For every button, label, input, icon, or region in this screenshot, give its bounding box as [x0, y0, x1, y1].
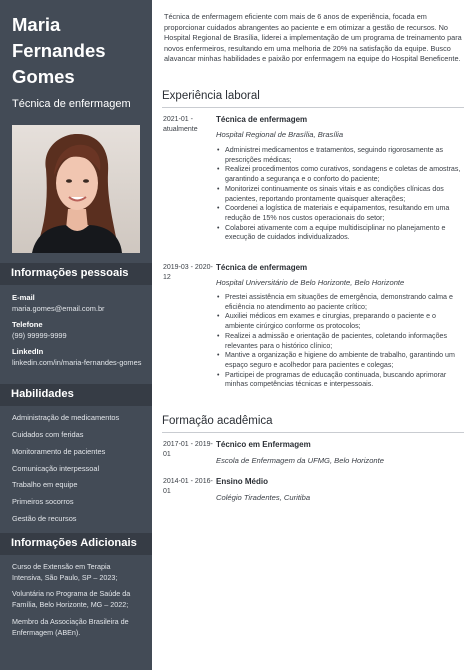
- name-line-middle: Fernandes: [12, 40, 106, 61]
- list-item: • Participei de programas de educação continuada, buscando aprimorar minhas competências técnicas e interpessoais.: [216, 371, 466, 390]
- education-heading: Formação acadêmica: [162, 415, 273, 427]
- phone-label: Telefone: [12, 320, 43, 329]
- job-responsibilities: [216, 146, 466, 243]
- main-content: [152, 0, 474, 670]
- list-item: • Administrei medicamentos e tratamentos, seguindo rigorosamente as prescrições médicas;: [216, 146, 466, 165]
- list-item: • Mantive a organização e higiene do ambiente de trabalho, garantindo um espaço seguro e acolhedor para pacientes e colegas;: [216, 351, 466, 370]
- education-date: 2014-01 - 2016-01: [163, 478, 213, 495]
- education-school: Escola de Enfermagem da UFMG, Belo Horizonte: [216, 456, 384, 465]
- email-label: E-mail: [12, 293, 35, 302]
- job-date: 2019-03 - 2020-12: [163, 264, 213, 281]
- job-date: 2021-01 - atualmente: [163, 116, 198, 133]
- profile-summary: Técnica de enfermagem eficiente com mais de 6 anos de experiência, focada em proporcionar cuidados abrangentes ao paciente e em otimizar a gestão de recursos. No Hospital Regional de Brasília, liderei a implementação de um programa de treinamento para novos enfermeiros, resultando em uma melhoria de 20% na satisfação da equipe. Busco alavancar minhas habilidades e paixão por enfermagem na equipe do Hospital Beneficente.: [164, 12, 462, 64]
- experience-heading: Experiência laboral: [162, 90, 260, 102]
- list-item: • Monitorizei continuamente os sinais vitais e as condições clínicas dos pacientes, reportando prontamente quaisquer alterações;: [216, 185, 466, 204]
- additional-info-heading: Informações Adicionais: [0, 533, 152, 555]
- skill-item: Trabalho em equipe: [12, 480, 78, 489]
- job-employer: Hospital Regional de Brasília, Brasília: [216, 130, 344, 139]
- phone-value[interactable]: (99) 99999-9999: [12, 331, 67, 340]
- additional-item: Voluntária no Programa de Saúde da Família, Belo Horizonte, MG – 2022;: [12, 589, 131, 609]
- job-title-entry: Técnica de enfermagem: [216, 263, 308, 272]
- list-item: • Prestei assistência em situações de emergência, demonstrando calma e eficiência no atendimento ao paciente crítico;: [216, 293, 466, 312]
- skill-item: Gestão de recursos: [12, 514, 77, 523]
- additional-item: Curso de Extensão em Terapia Intensiva, São Paulo, SP – 2023;: [12, 562, 118, 582]
- job-responsibilities: [216, 293, 466, 390]
- education-title: Ensino Médio: [216, 477, 268, 486]
- job-employer: Hospital Universitário de Belo Horizonte, Belo Horizonte: [216, 278, 405, 287]
- list-item: • Realizei a admissão e orientação de pacientes, coletando informações relevantes para o histórico clínico;: [216, 332, 466, 351]
- skill-item: Comunicação interpessoal: [12, 464, 100, 473]
- email-value[interactable]: maria.gomes@email.com.br: [12, 304, 105, 313]
- name-line-last: Gomes: [12, 66, 75, 87]
- list-item: • Coordenei a logística de materiais e equipamentos, resultando em uma redução de 15% nos custos operacionais do setor;: [216, 204, 466, 223]
- list-item: • Auxiliei médicos em exames e cirurgias, preparando o paciente e o ambiente cirúrgico conforme os protocolos;: [216, 312, 466, 331]
- sidebar: [0, 0, 152, 670]
- personal-info-heading: Informações pessoais: [0, 263, 152, 285]
- skill-item: Cuidados com feridas: [12, 430, 84, 439]
- candidate-name: [12, 12, 148, 90]
- profile-photo: [12, 125, 140, 253]
- experience-divider: [162, 107, 464, 108]
- name-line-first: Maria: [12, 14, 61, 35]
- list-item: • Realizei procedimentos como curativos, sondagens e coletas de amostras, garantindo a segurança e o conforto do paciente;: [216, 165, 466, 184]
- linkedin-value[interactable]: linkedin.com/in/maria-fernandes-gomes: [12, 358, 142, 367]
- additional-item: Membro da Associação Brasileira de Enfermagem (ABEn).: [12, 617, 129, 637]
- skill-item: Primeiros socorros: [12, 497, 74, 506]
- education-title: Técnico em Enfermagem: [216, 440, 311, 449]
- job-title-entry: Técnica de enfermagem: [216, 115, 308, 124]
- skills-heading: Habilidades: [0, 384, 152, 406]
- linkedin-label: LinkedIn: [12, 347, 44, 356]
- job-title: Técnica de enfermagem: [12, 98, 131, 110]
- skill-item: Administração de medicamentos: [12, 413, 120, 422]
- education-date: 2017-01 - 2019-01: [163, 441, 213, 458]
- education-divider: [162, 432, 464, 433]
- skill-item: Monitoramento de pacientes: [12, 447, 106, 456]
- list-item: • Colaborei ativamente com a equipe multidisciplinar no planejamento e execução de cuidados individualizados.: [216, 224, 466, 243]
- education-school: Colégio Tiradentes, Curitiba: [216, 493, 311, 502]
